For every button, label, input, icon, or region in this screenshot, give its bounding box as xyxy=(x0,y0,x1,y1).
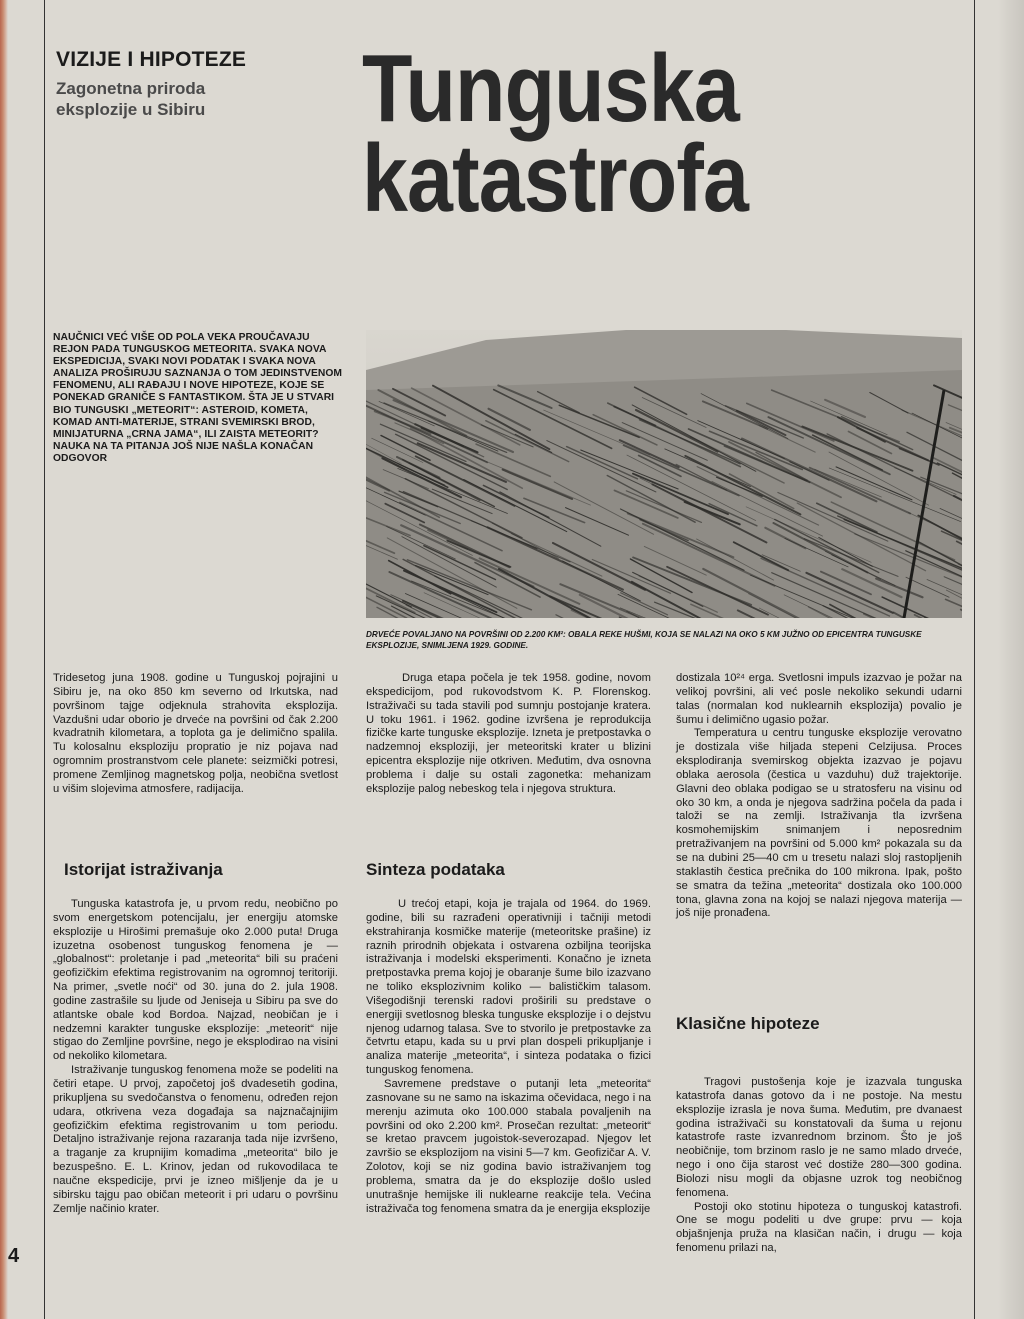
column-3-bottom xyxy=(676,1076,962,1256)
column-2-bottom xyxy=(366,898,651,1216)
paragraph: Savremene predstave o putanji leta „meteorita“ zasnovane su ne samo na iskazima očevidaca, nego i na merenju azimuta oko 100.000 stabala povaljenih na površini od oko 2.200 km². Prosečan rezultat: „meteorit“ se kretao pravcem jugoistok-severozapad. Njegov let završio se eksplozijom na visini 5—7 km. Geofizičar A. V. Zolotov, koji se niz godina bavio istraživanjem tog problema, smatra da je do eksplozije došlo usled unutrašnje hemijske ili nuklearne reakcije tela. Većina istraživača tog fenomena smatra da je energija eksplozije xyxy=(366,1077,651,1215)
left-margin-rule xyxy=(44,0,45,1319)
paragraph: Temperatura u centru tunguske eksplozije verovatno je dostizala više hiljada stepeni Celzijusa. Proces eksplodiranja svemirskog objekta izazvao je pojavu oblaka aerosola (čestica u vazduhu) duž trajektorije. Glavni deo oblaka podigao se u stratosferu na visinu od oko 30 km, a onda je njegova sadržina počela da pada i taloži se na zemlji. Istraživanja tla izvršena kosmohemijskim snimanjem i neposrednim pretraživanjem na površini od 5.000 km² pokazala su da se na dubini 25—40 cm u tresetu nalazi sloj rastopljenih staklastih čestica prečnika do 100 mikrona. Ipak, pošto se smatra da težina „meteorita“ dostizala oko 100.000 tona, glavna zona na kojoj se nalazi njegova materija — još nije pronađena. xyxy=(676,727,962,920)
article-title-line-2: katastrofa xyxy=(362,125,749,232)
heading-sinteza: Sinteza podataka xyxy=(366,860,505,879)
page-number: 4 xyxy=(8,1245,20,1267)
section-subtitle: Zagonetna priroda eksplozije u Sibiru xyxy=(56,79,206,119)
fallen-trees-image xyxy=(366,330,962,618)
paragraph: Istraživanje tunguskog fenomena može se podeliti na četiri etape. U prvoj, započetoj još dvadesetih godina, prikupljena su svedočanstva o fenomenu, određen rejon udara, otkrivena veza događaja sa najznačajnijim geofizičkim efektima registrovanim u tom periodu. Detaljno istraživanje rejona razaranja tada nije izvršeno, a traganje za krupnijim komadima „meteorita“ bilo je bezuspešno. E. L. Krinov, jedan od rukovodilaca te naučne ekspedicije, prvi je izneo mišljenje da je u sibirsku tajgu pao običan meteorit i pri udaru o površinu Zemlje načinio krater. xyxy=(53,1064,338,1215)
fallen-trees-photo xyxy=(366,330,962,618)
page-edge-left xyxy=(0,0,8,1319)
article-lead: NAUČNICI VEĆ VIŠE OD POLA VEKA PROUČAVAJU REJON PADA TUNGUSKOG METEORITA. SVAKA NOVA EKSPEDICIJA, SVAKI NOVI PODATAK I SVAKA NOVA ANALIZA PROŠIRUJU SAZNANJA O TOM JEDINSTVENOM FENOMENU, ALI RAĐAJU I NOVE HIPOTEZE, KOJE SE PONEKAD GRANIČE S FANTASTIKOM. ŠTA JE U STVARI BIO TUNGUSKI „METEORIT“: ASTEROID, KOMETA, KOMAD ANTI-MATERIJE, STRANI SVEMIRSKI BROD, MINIJATURNA „CRNA JAMA“, ILI ZAISTA METEORIT? NAUKA NA TA PITANJA JOŠ NIJE NAŠLA KONAČAN ODGOVOR xyxy=(53,332,343,464)
paragraph: Tunguska katastrofa je, u prvom redu, neobično po svom energetskom potencijalu, jer energiju atomske eksplozije u Hirošimi premašuje oko 2.000 puta! Druga izuzetna osobenost tunguskog fenomena je — „globalnost“: proletanje i pad „meteorita“ bili su praćeni geofizičkim efektima registrovanim na ogromnoj teritoriji. Na primer, „svetle noći“ od 30. juna do 2. jula 1908. godine zastrašile su ljude od Jeniseja u Sibiru pa sve do atlantske obale kod Bordoa. Najzad, neobičan je i nedzemni karakter tunguske eksplozije: „meteorit“ nije stigao do Zemljine površine, nego je eksplodirao na visini od nekoliko kilometara. xyxy=(53,898,338,1063)
paragraph: Postoji oko stotinu hipoteza o tunguskoj katastrofi. One se mogu podeliti u dve grupe: prvu — koja objašnjenja pruža na klasičan način, i drugu — koja fenomenu prilazi na, xyxy=(676,1200,962,1255)
heading-klasicne: Klasične hipoteze xyxy=(676,1014,820,1033)
article-title-line-1: Tunguska xyxy=(362,35,739,142)
column-3-top xyxy=(676,672,962,921)
paragraph: U trećoj etapi, koja je trajala od 1964. do 1969. godine, bili su razrađeni operativniji i tačniji metodi ekstrahiranja kosmičke materije (meteoritske prašine) iz raznih prirodnih objekata i ostvarena ozbiljna teorijska istraživanja i modelski eksperimenti. Konačno je izneta pretpostavka prema kojoj je obaranje šume bilo izazvano ne toliko eksplozivnim koliko — balističkim talasom. Višegodišnji terenski radovi proširili su predstave o energiji svetlosnog bleska tunguske eksplozije i o dejstvu njenog udarnog talasa. Sve to stvorilo je pretpostavke za četvrtu etapu, kada su u prvi plan dospeli prikupljanje i analiza materije „meteorita“, i sinteza podataka o fizici tunguskog fenomena. xyxy=(366,898,651,1077)
column-2-top xyxy=(366,672,651,797)
heading-istorijat: Istorijat istraživanja xyxy=(64,860,223,879)
paragraph: Tridesetog juna 1908. godine u Tunguskoj pojrajini u Sibiru je, na oko 850 km severno od Irkutska, nad površinom tajge odjeknula strahovita eksplozija. Vazdušni udar oborio je drveće na površini od čak 2.200 kvadratnih kilometara, a toplota ga je delimično spalila. Tu kolosalnu eksploziju propratio je niz pojava nad ogromnim prostranstvom cele planete: seizmički potresi, promene Zemljinog magnetskog polja, neobična svetlost u višim slojevima atmosfere, radijacija. xyxy=(53,672,338,795)
paragraph: Druga etapa počela je tek 1958. godine, novom ekspedicijom, pod rukovodstvom K. P. Florenskog. Istraživači su tada stavili pod sumnju postojanje kratera. U toku 1961. i 1962. godine izvršena je reprodukcija fizičke karte tunguske eksplozije. Izneta je pretpostavka o nadzemnoj eksploziji, jer meteoritski krater u blizini epicentra eksplozije nije otkriven. Međutim, dva osnovna problema i dalje su ostali zagonetka: mehanizam eksplozije palog nebeskog tela i njegova struktura. xyxy=(366,672,651,795)
section-kicker: VIZIJE I HIPOTEZE xyxy=(56,48,247,71)
paragraph: Tragovi pustošenja koje je izazvala tunguska katastrofa danas gotovo da i ne postoje. Na mestu eksplozije izrasla je nova šuma. Međutim, pre dvanaest godina istraživači su konstatovali da šuma u rejonu katastrofe raste izvanrednom brzinom. Što je još neobičnije, tom brzinom raslo je ne samo mlado drveće, nego i ono čija starost već dostiže 280—300 godina. Biolozi nisu mogli da objasne uzrok tog neobičnog fenomena. xyxy=(676,1076,962,1199)
column-1-bottom xyxy=(53,898,338,1216)
right-margin-rule xyxy=(974,0,975,1319)
paragraph: dostizala 10²⁴ erga. Svetlosni impuls izazvao je požar na velikoj površini, ali već posle nekoliko sekundi udarni talas (normalan kod nuklearnih eksplozija) povalio je šumu i delimično ugasio požar. xyxy=(676,672,962,726)
article-title xyxy=(362,35,878,232)
photo-caption: DRVEĆE POVALJANO NA POVRŠINI OD 2.200 KM²: OBALA REKE HUŠMI, KOJA SE NALAZI NA OKO 5 KM JUŽNO OD EPICENTRA TUNGUSKE EKSPLOZIJE, SNIMLJENA 1929. GODINE. xyxy=(366,630,922,650)
page-edge-right xyxy=(998,0,1024,1319)
column-1-top xyxy=(53,672,338,797)
